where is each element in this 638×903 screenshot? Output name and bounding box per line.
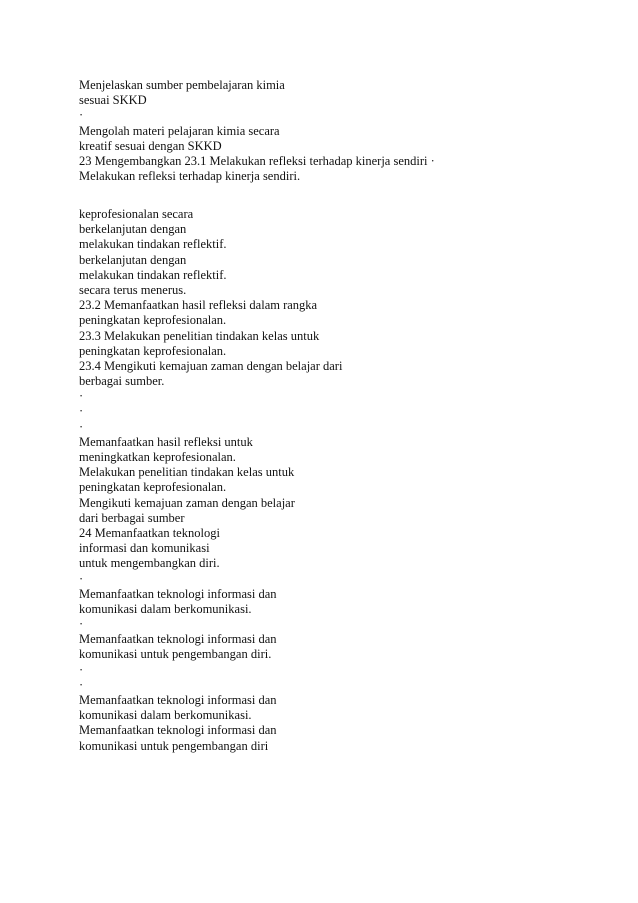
text-line: Memanfaatkan teknologi informasi dan	[79, 586, 277, 601]
text-line: Memanfaatkan teknologi informasi dan	[79, 723, 277, 738]
bullet-dot: ·	[79, 571, 84, 586]
bullet-dot: ·	[79, 677, 84, 692]
bullet-dot: ·	[79, 108, 84, 123]
text-line: Memanfaatkan teknologi informasi dan	[79, 693, 277, 707]
text-line: 23.3 Melakukan penelitian tindakan kelas untuk	[79, 328, 320, 343]
text-line: melakukan tindakan reflektif.	[79, 267, 227, 282]
text-line: 23 Mengembangkan 23.1 Melakukan refleksi terhadap kinerja sendiri ·	[79, 153, 435, 168]
text-line: untuk mengembangkan diri.	[79, 556, 220, 571]
bullet-dot: ·	[79, 404, 84, 419]
text-line: kreatif sesuai dengan SKKD	[79, 138, 222, 153]
bullet-dot: ·	[79, 662, 84, 677]
text-line: secara terus menerus.	[79, 282, 187, 297]
text-line: Melakukan penelitian tindakan kelas untuk	[79, 465, 295, 480]
text-line: Menjelaskan sumber pembelajaran kimia	[79, 78, 285, 92]
text-line: meningkatkan keprofesionalan.	[79, 450, 236, 464]
text-line: peningkatan keprofesionalan.	[79, 480, 227, 495]
text-line: komunikasi untuk pengembangan diri	[79, 738, 269, 753]
bullet-dot: ·	[79, 617, 84, 632]
text-line: peningkatan keprofesionalan.	[79, 343, 227, 358]
text-line: komunikasi untuk pengembangan diri.	[79, 647, 272, 662]
text-line: Melakukan refleksi terhadap kinerja sendiri.	[79, 169, 301, 184]
text-line: berbagai sumber.	[79, 374, 165, 389]
text-line: 23.2 Memanfaatkan hasil refleksi dalam rangka	[79, 298, 318, 313]
text-line: sesuai SKKD	[79, 93, 147, 108]
text-line: berkelanjutan dengan	[79, 222, 187, 237]
text-line: Memanfaatkan teknologi informasi dan	[79, 632, 277, 647]
bullet-dot: ·	[79, 419, 84, 434]
text-line: komunikasi dalam berkomunikasi.	[79, 708, 252, 723]
text-line: komunikasi dalam berkomunikasi.	[79, 601, 252, 616]
bullet-dot: ·	[79, 389, 84, 404]
text-line: dari berbagai sumber	[79, 510, 185, 525]
text-block-professional-development	[79, 207, 599, 754]
text-line: informasi dan komunikasi	[79, 541, 210, 556]
text-line: 23.4 Mengikuti kemajuan zaman dengan belajar dari	[79, 358, 343, 373]
text-line: Mengikuti kemajuan zaman dengan belajar	[79, 495, 295, 510]
text-block-competencies	[79, 78, 599, 184]
text-line: peningkatan keprofesionalan.	[79, 313, 227, 328]
text-line: Mengolah materi pelajaran kimia secara	[79, 123, 280, 138]
text-line: keprofesionalan secara	[79, 207, 194, 221]
text-line: berkelanjutan dengan	[79, 252, 187, 267]
text-line: melakukan tindakan reflektif.	[79, 237, 227, 252]
text-line: Memanfaatkan hasil refleksi untuk	[79, 434, 253, 449]
text-line: 24 Memanfaatkan teknologi	[79, 525, 220, 540]
